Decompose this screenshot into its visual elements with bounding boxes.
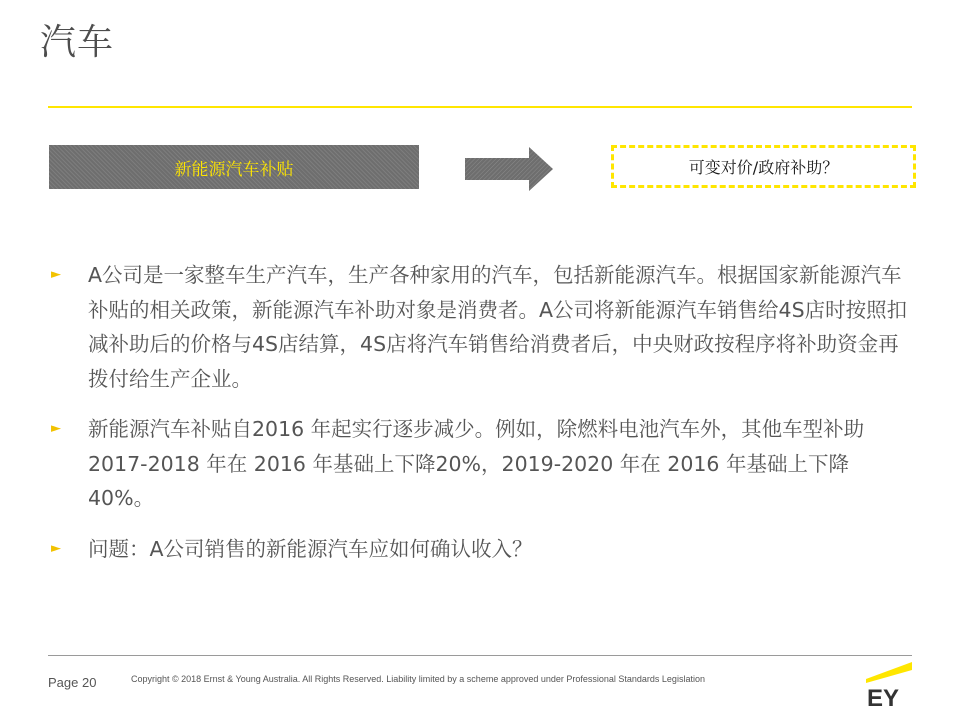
bullet-text: A公司是一家整车生产汽车，生产各种家用的汽车，包括新能源汽车。根据国家新能源汽车补贴的相关政策，新能源汽车补助对象是消费者。A公司将新能源汽车销售给4S店时按照扣减补助后的价格与4S店结算，4S店将汽车销售给消费者后，中央财政按程序将补助资金再拨付给生产企业。 [88,263,908,391]
title-divider [48,106,912,108]
question-box-label: 可变对价/政府补助？ [688,158,839,177]
slide-title: 汽车 [40,22,115,63]
footer-divider [48,655,912,656]
bullet-item [48,532,908,567]
page-number: Page 20 [48,675,97,690]
triangle-right-icon: ► [51,421,61,436]
arrow-right-icon [465,147,553,191]
bullet-text: 问题：A公司销售的新能源汽车应如何确认收入？ [88,536,533,561]
question-box [611,145,916,188]
bullet-item [48,412,908,516]
bullet-item [48,258,908,396]
subsidy-box [49,145,419,189]
bullet-list [48,258,908,566]
triangle-right-icon: ► [51,267,61,282]
ey-logo-text: EY [867,685,900,708]
ey-logo [864,662,914,708]
subsidy-box-label: 新能源汽车补贴 [174,159,294,180]
copyright-notice: Copyright © 2018 Ernst & Young Australia. All Rights Reserved. Liability limited by a scheme approved under Professional Standards Legislation [131,674,705,684]
bullet-text: 新能源汽车补贴自2016 年起实行逐步减少。例如，除燃料电池汽车外，其他车型补助2017-2018 年在 2016 年基础上下降20%，2019-2020 年在 2016 年基础上下降 40%。 [88,417,865,510]
triangle-right-icon: ► [51,540,61,556]
